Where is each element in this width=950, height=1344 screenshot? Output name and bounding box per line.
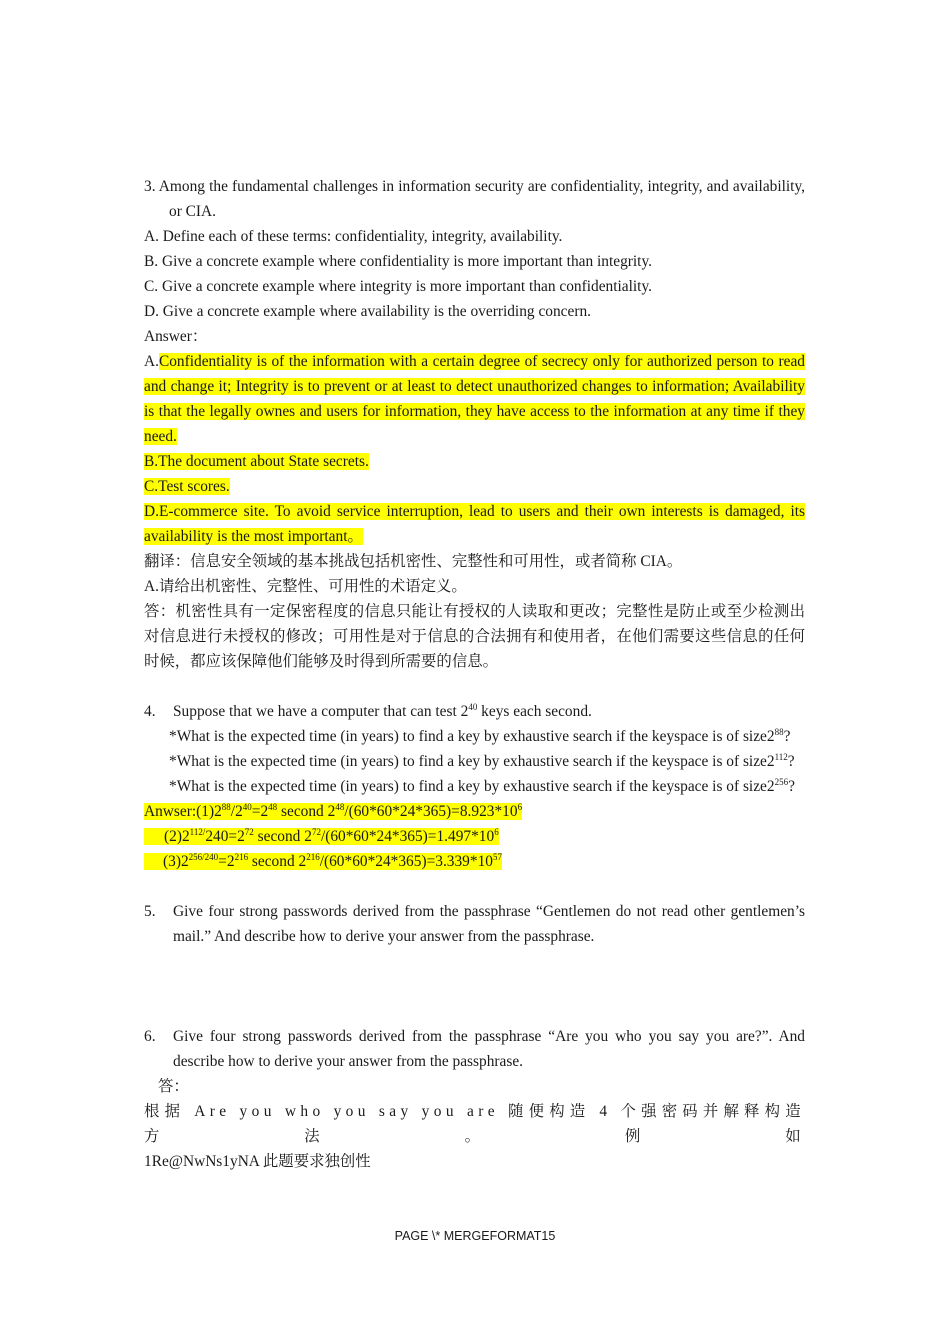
q3-part-c: C. Give a concrete example where integrity is more important than confidentiality. — [144, 278, 653, 295]
spacer — [144, 674, 805, 699]
q6-text: Give four strong passwords derived from the passphrase “Are you who you say you are?”. And describe how to derive your answer from the passphrase. — [173, 1028, 805, 1070]
q4-a3-exp: 256/240 — [188, 851, 219, 862]
q4-answer-2-highlight — [144, 828, 499, 845]
q5-question — [144, 899, 805, 949]
q3-part-b: B. Give a concrete example where confidentiality is more important than integrity. — [144, 253, 653, 270]
q4-intro — [144, 699, 805, 724]
q4-answer-1-highlight — [144, 803, 522, 820]
q3-answer-d: D.E-commerce site. To avoid service interruption, lead to users and their own interests is damaged, its availability is the most important。 — [144, 503, 805, 545]
q4-a2-part: /(60*60*24*365)=1.497*10 — [320, 828, 495, 845]
q4-item-3-qmark: ? — [788, 778, 795, 795]
q3-answer-c: C.Test scores. — [144, 478, 230, 495]
q4-a3-exp: 57 — [492, 851, 502, 862]
q6-question — [144, 1024, 805, 1074]
q3-translation: 翻译：信息安全领域的基本挑战包括机密性、完整性和可用性，或者简称 CIA。 — [144, 553, 683, 570]
q3-translation-a: A.请给出机密性、完整性、可用性的术语定义。 — [144, 578, 467, 595]
q3-answer-a-prefix: A. — [144, 353, 159, 370]
q4-item-1-text: *What is the expected time (in years) to find a key by exhaustive search if the keyspace is of size2 — [169, 728, 775, 745]
q3-translation-answer: 答：机密性具有一定保密程度的信息只能让有授权的人读取和更改；完整性是防止或至少检测出对信息进行未授权的修改；可用性是对于信息的合法拥有和使用者，在他们需要这些信息的任何时候，都应该保障他们能够及时得到所需要的信息。 — [144, 603, 805, 670]
q4-a1-part: /2 — [230, 803, 243, 820]
spacer — [144, 949, 805, 1024]
q4-a1-exp: 48 — [335, 801, 345, 812]
q4-intro-tail: keys each second. — [477, 703, 592, 720]
q4-answer-2 — [144, 824, 805, 849]
q4-a1-part: Anwser:(1)2 — [144, 803, 222, 820]
q3-answer-c-line — [144, 474, 805, 499]
q3-answer-b: B.The document about State secrets. — [144, 453, 369, 470]
q6-answer-line-2: 1Re@NwNs1yNA 此题要求独创性 — [144, 1153, 371, 1170]
q4-item-1-qmark: ? — [783, 728, 791, 745]
q4-number: 4. — [144, 703, 156, 720]
q3-question: 3. Among the fundamental challenges in information security are confidentiality, integrity, and availability, or CIA. — [144, 178, 805, 220]
q4-a1-exp: 88 — [221, 801, 231, 812]
q4-a2-part: 240=2 — [205, 828, 245, 845]
q4-item-3 — [144, 774, 805, 799]
q4-a3-part: =2 — [218, 853, 235, 870]
q4-a1-part: /(60*60*24*365)=8.923*10 — [344, 803, 518, 820]
q4-item-3-text: *What is the expected time (in years) to find a key by exhaustive search if the keyspace is of size2 — [169, 778, 775, 795]
q3-answer-a — [144, 349, 805, 449]
q3-part-d: D. Give a concrete example where availability is the overriding concern. — [144, 303, 591, 320]
q4-a1-part: second 2 — [277, 803, 336, 820]
q4-item-3-exponent: 256 — [774, 776, 789, 787]
q4-a3-exp: 216 — [306, 851, 320, 862]
q4-a2-exp: 112/ — [189, 826, 206, 837]
q3-part-a: A. Define each of these terms: confidentiality, integrity, availability. — [144, 228, 563, 245]
q6-number: 6. — [144, 1028, 156, 1045]
q4-item-2-qmark: ? — [787, 753, 795, 770]
q4-intro-text: Suppose that we have a computer that can test 2 — [173, 703, 469, 720]
q4-a1-exp: 48 — [268, 801, 278, 812]
q4-a2-part: second 2 — [253, 828, 312, 845]
q4-a1-exp: 6 — [517, 801, 523, 812]
q4-a3-part: second 2 — [248, 853, 307, 870]
q4-answer-3 — [144, 849, 805, 874]
q4-answer-3-highlight — [144, 853, 502, 870]
document-body — [144, 174, 805, 1174]
q4-a3-part: (3)2 — [163, 853, 189, 870]
q4-item-1-exponent: 88 — [774, 726, 784, 737]
q3-answer-label: Answer： — [144, 328, 208, 345]
q6-answer-line-1: 根据 Are you who you say you are 随便构造 4 个强密码并解释构造方法。例如 — [144, 1103, 805, 1145]
q5-number: 5. — [144, 903, 156, 920]
q3-answer-a-text: Confidentiality is of the information with a certain degree of secrecy only for authorized person to read and change it; Integrity is to prevent or at least to detect unauthorized changes to information; Availability is that the legally ownes and users for information, they have access to the information at any time if they need. — [144, 353, 805, 445]
q4-item-1 — [144, 724, 805, 749]
q4-item-2 — [144, 749, 805, 774]
q4-a2-exp: 72 — [311, 826, 321, 837]
q3-answer-b-line — [144, 449, 805, 474]
q5-text: Give four strong passwords derived from the passphrase “Gentlemen do not read other gentlemen’s mail.” And describe how to derive your answer from the passphrase. — [173, 903, 805, 945]
q4-a1-exp: 40 — [242, 801, 252, 812]
q4-a3-exp: 216 — [234, 851, 249, 862]
q6-answer-label: 答： — [158, 1078, 189, 1095]
spacer — [144, 874, 805, 899]
q4-answer-1 — [144, 799, 805, 824]
q4-intro-exponent: 40 — [468, 701, 478, 712]
q4-a2-exp: 6 — [494, 826, 499, 837]
page-footer-field: PAGE \* MERGEFORMAT15 — [394, 1229, 556, 1243]
q4-a2-exp: 72 — [244, 826, 254, 837]
q4-item-2-exponent: 112 — [774, 751, 788, 762]
q4-a1-part: =2 — [251, 803, 269, 820]
q4-item-2-text: *What is the expected time (in years) to find a key by exhaustive search if the keyspace is of size2 — [169, 753, 775, 770]
q4-a2-part: (2)2 — [164, 828, 190, 845]
q4-a3-part: /(60*60*24*365)=3.339*10 — [319, 853, 493, 870]
q3-answer-d-line — [144, 499, 805, 549]
